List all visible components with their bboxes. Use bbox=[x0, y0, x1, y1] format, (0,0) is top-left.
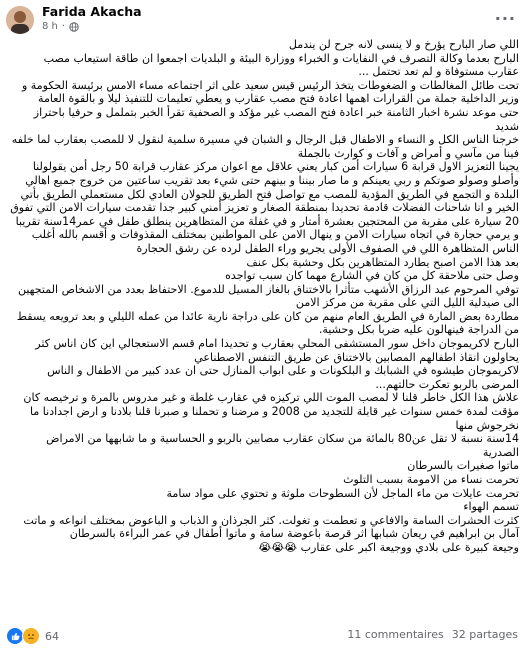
post-paragraph: البارح لاكريموجان داخل سور المستشفى المحلي بعقارب و تحديدا امام قسم الاستعجالي اين كان اناس كثر يحاولون انقاذ اطفالهم المصابين بالاختناق عن طريق التنفس الاصطناعي bbox=[35, 337, 519, 364]
reaction-count[interactable]: 64 bbox=[45, 629, 59, 643]
reactions-summary[interactable] bbox=[6, 627, 59, 645]
post-footer bbox=[0, 619, 528, 657]
author-name[interactable]: Farida Akacha bbox=[42, 4, 142, 19]
post-paragraph: اللي صار البارح يؤرخ و لا ينسى لانه جرح لن يندمل bbox=[288, 38, 519, 51]
avatar-image bbox=[6, 6, 34, 34]
post-paragraph: البارح بعدما وكالة التصرف في النفايات و الخبراء ووزارة البيئة و البلديات اجمعوا ان طاقة استيعاب مصب عقارب مستوفاة و لم تعد تحتمل ... bbox=[43, 51, 519, 79]
post-header bbox=[0, 0, 528, 38]
post-paragraph: تحت طائل المغالطات و الضغوطات يتخذ الرئيس قيس سعيد على اثر اجتماعه مساء الامس برئيسة الحكومة و وزير الداخلية جملة من القرارات اهمها اعادة فتح مصب عقارب و يعطي تعليمات للتنفيذ ليلا و بالقوة العامة bbox=[21, 78, 519, 106]
globe-icon bbox=[69, 22, 79, 32]
post-paragraph: تسمم الهواء bbox=[463, 500, 519, 514]
post-paragraph: خرجنا الناس الكل و النساء و الاطفال قبل الرجال و الشبان في مسيرة سلمية لنقول لا للمصب بعقارب لما خلفه فينا من مآسي و أمراض و آفات و كوارث بالجملة bbox=[11, 133, 519, 160]
sad-icon bbox=[22, 627, 40, 645]
post-paragraph: مطاردة بعض المارة في الطريق العام منهم من كان على دراجة نارية عائدا من عمله الليلي و بعد ترويعه يسقط من الدراجة فينهالون عليه ضربا بكل وحشية. bbox=[16, 309, 519, 337]
post-paragraph: حتى موعد نشرة اخبار الثامنة خبر اعادة فتح المصب غير مؤكد و الصحفية تقرأ الخبر بتململ و حرفيا باحتراز شديد bbox=[33, 105, 519, 133]
post-paragraph: وصل حتى ملاحقة كل من كان في الشارع مهما كان سبب تواجده bbox=[225, 269, 519, 283]
shares-count[interactable]: 32 partages bbox=[451, 628, 518, 641]
post-meta: 8 h · bbox=[42, 21, 79, 32]
post-text bbox=[0, 38, 528, 621]
post-time[interactable]: 8 h bbox=[42, 21, 58, 32]
post-paragraph: تحرمت عايلات من ماء الماجل لأن السطوحات ملوثة و تحتوي على مواد سامة bbox=[166, 486, 519, 500]
post-paragraph: تحرمت نساء من الامومة بسبب التلوث bbox=[343, 473, 519, 486]
post-paragraph: لاكريموجان طيشوه في الشبابك و البلكونات و على ابواب المنازل حتى ان عدد كبير من الاطفال و الناس المرضى بالربو تعكرت حالتهم... bbox=[47, 364, 519, 391]
post-paragraph: وجيعة كبيرة على بلادي ووجيعة اكبر على عقارب 😭😭😭 bbox=[258, 540, 519, 554]
post-paragraph: علاش هذا الكل خاطر قلنا لا لمصب الموت اللي تركيزه في عقارب غلطة و غير مدروس بالمرة و ترخيصه كان مؤقت لمدة خمس سنوات غير قابلة للتجديد من 2008 و مرضنا و تحملنا و صبرنا قلنا بلادنا و ارض اجدادنا ما نخرجوش منها bbox=[23, 391, 519, 432]
comments-count[interactable]: 11 commentaires bbox=[347, 628, 444, 641]
post-paragraph: بعد هذا الامن اصبح يطارد المتظاهرين بكل وحشية بكل عنف bbox=[246, 255, 519, 269]
post-paragraph: يجينا التعزيز الاول قرابة 6 سيارات أمن كبار يعني علاقل مع اعوان مركز عقارب قرابة 50 رجل أمن يقولولنا وأصلو وصولو صوتكم و ربي يعينكم و ما صار بيننا و بينهم حتى شيء بعد تقريب ساعتين من خروج جميع اهالي البلدة و التجمع في الطريق المؤدية للمصب مع تواصل فتح الطريق للجولان العادي لكل مستعملي الطريق بأتي الخير و انا شاحنات الفضلات قادمة تحديدا بمنطقة الصغار و تعزيز أمني كبير جدا تقدمت سيارات الامن التي تفوق 20 سيارة على مقربة من المحتجين بعشرة أمتار و في غفلة من المتظاهرين ينطلق طفل في عمر14سنة تقريبا و يرمي حجارة في اتجاه سيارات الامن و ينهال الامن على المواطنين بمختلف المقذوفات و أقسم بالله أغلب الناس المتظاهرة اللي في الصفوف الأولى يجريو وراء الطفل لرده عن رشق الحجارة bbox=[10, 160, 519, 255]
post-stats bbox=[347, 628, 518, 641]
post-paragraph: توفي المرحوم عبد الرزاق الأشهب متأثرا بالاختناق بالغاز المسيل للدموع. الاحتفاظ بعدد من الاشخاص المتجهين الى صيدلية الليل التي على مقربة من مركز الامن bbox=[17, 282, 519, 310]
more-options-icon[interactable]: ··· bbox=[494, 9, 516, 28]
avatar[interactable] bbox=[6, 6, 34, 34]
post-paragraph: 14سنة نسبة لا تقل عن80 بالمائة من سكان عقارب مصابين بالربو و الحساسية و ما شابهها من الامراض الصدرية bbox=[46, 432, 519, 459]
post-paragraph: ماتوا صغيرات بالسرطان bbox=[407, 459, 519, 473]
post-paragraph: كثرت الحشرات السامة والافاعي و تعطمت و تغولت. كثر الجرذان و الذباب و الباعوض بمختلف انواعه و ماتت آمال بن ابراهيم في ريعان شبابها اثر قرصة باعوضة سامة و ماتوا أطفال في عمر البراءة بالسرطان bbox=[23, 513, 519, 541]
